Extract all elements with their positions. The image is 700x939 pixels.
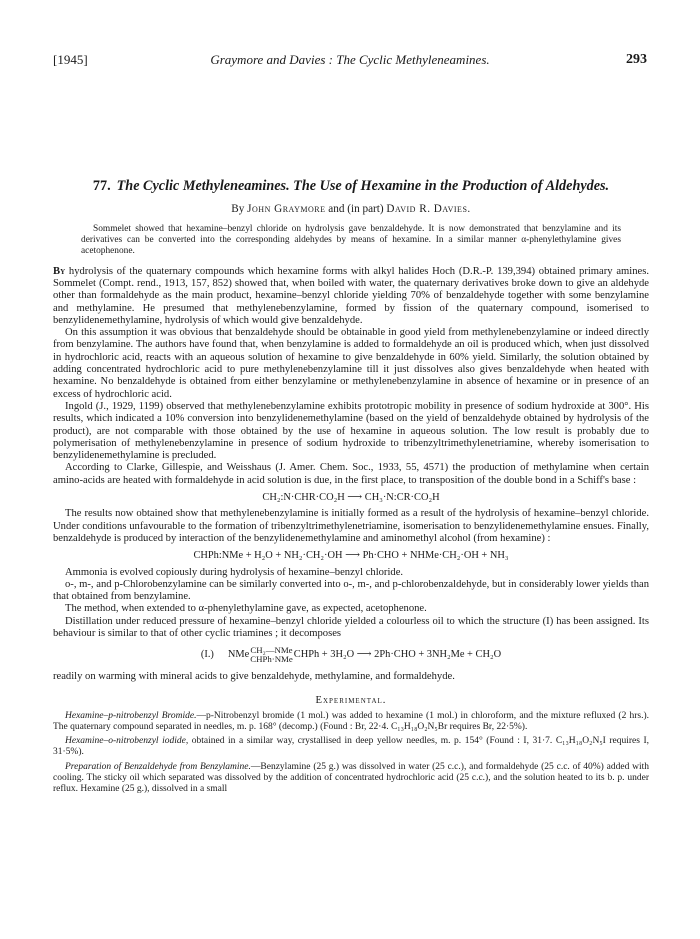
- equation-hydrolysis: CHPh:NMe + H₂O + NH₂·CH₂·OH ⟶ Ph·CHO + NHMe·CH₂·OH + NH₃: [193, 550, 509, 562]
- byline: [53, 203, 649, 215]
- experimental-item-head: Hexamine–p-nitrobenzyl Bromide.: [65, 710, 197, 721]
- equation-schiff-base: CH₂:N·CHR·CO₂H ⟶ CH₃·N:CR·CO₂H: [262, 492, 440, 504]
- paragraph: o-, m-, and p-Chlorobenzylamine can be similarly converted into o-, m-, and p-chlorobenzaldehyde, but in considerably lower yields than that obtained from benzylamine.: [53, 578, 649, 603]
- header-year: [1945]: [53, 52, 88, 67]
- experimental-item: [53, 711, 649, 733]
- experimental-item-head: Hexamine–o-nitrobenzyl iodide,: [65, 736, 189, 747]
- article-number: 77.: [92, 178, 111, 194]
- byline-middle: and (in part): [328, 203, 384, 215]
- article-title: [87, 178, 615, 195]
- header-running-title: Graymore and Davies : The Cyclic Methyleneamines.: [210, 52, 490, 67]
- dropcap: By: [53, 265, 66, 277]
- structure-top: CH₂—NMe: [250, 645, 293, 656]
- header-page-number: 293: [626, 52, 647, 67]
- byline-prefix: By: [231, 203, 245, 215]
- paragraph: [53, 266, 649, 327]
- paragraph: The method, when extended to α-phenylethylamine gave, as expected, acetophenone.: [65, 603, 427, 615]
- experimental-item: [53, 736, 649, 758]
- experimental-item-text: —Benzylamine (25 g.) was dissolved in water (25 c.c.), and formaldehyde (25 c.c. of 40%) added with cooling. The sticky oil which separated was dissolved by the addition of concentrated hydrochloric acid (25 c.c.), and the solution heated to its b. p. under reflux. Hexamine (25 g.), dissolved in a small: [53, 762, 649, 794]
- paragraph-text: hydrolysis of the quaternary compounds which hexamine forms with alkyl halides Hoch (D.R.-P. 139,394) obtained primary amines. Sommelet (Compt. rend., 1913, 157, 852) showed that, when boiled with water, the quaternary derivatives broke down to give an aldehyde other than formaldehyde as the main product, hexamine–benzyl chloride yielding 70% of benzaldehyde together with some benzylamine and methylamine. He presumed that methylenebenzylamine, formed by fission of the quaternary compound, isomerised to benzylidenemethylamine, hydrolysis of which would give benzaldehyde.: [53, 265, 649, 326]
- structure-right: CHPh + 3H₂O ⟶ 2Ph·CHO + 3NH₂Me + CH₂O: [293, 649, 502, 661]
- paragraph: Distillation under reduced pressure of hexamine–benzyl chloride yielded a colourless oil to which the structure (I) has been assigned. Its behaviour is similar to that of other cyclic triamines ; it decomposes: [53, 615, 649, 639]
- article-title-text: The Cyclic Methyleneamines. The Use of Hexamine in the Production of Aldehydes.: [116, 178, 610, 194]
- paragraph: readily on warming with mineral acids to give benzaldehyde, methylamine, and formaldehyde.: [53, 671, 455, 683]
- running-header: [53, 52, 647, 70]
- structure-bottom: CHPh·NMe: [250, 654, 293, 665]
- experimental-item-text: obtained in a similar way, crystallised in deep yellow needles, m. p. 154° (Found : I, 31·7. C₁₃H₁₈O₂N₅I requires I, 31·5%).: [53, 736, 649, 758]
- paragraph: On this assumption it was obvious that benzaldehyde should be obtainable in good yield from methylenebenzylamine or indeed directly from benzylamine. The authors have found that, when benzylamine is added to formaldehyde an oil is produced which, when just dissolved in hydrochloric acid, reacts with an aqueous solution of hexamine to give benzaldehyde in 60% yield. Similarly, the solution obtained by adding concentrated hydrochloric acid to pure methylenebenzylamine till it just dissolves also gives benzaldehyde when heated with hexamine. No benzaldehyde is obtained from either benzylamine or methylenebenzylamine in absence of hexamine or in presence of an excess of hydrochloric acid.: [53, 327, 649, 400]
- paragraph: According to Clarke, Gillespie, and Weisshaus (J. Amer. Chem. Soc., 1933, 55, 4571) the production of methylamine when certain amino-acids are heated with formaldehyde in acid solution is due, in the first place, to transposition of the double bond in a Schiff's base :: [53, 462, 649, 486]
- structure-formula: [53, 646, 649, 664]
- author-1: John Graymore: [247, 203, 326, 215]
- section-heading: Experimental.: [315, 694, 387, 706]
- author-2: David R. Davies.: [386, 203, 471, 215]
- abstract: Sommelet showed that hexamine–benzyl chloride on hydrolysis gave benzaldehyde. It is now demonstrated that benzylamine and its derivatives can be converted into the corresponding aldehydes by means of hexamine. In a similar manner α-phenylethylamine gives acetophenone.: [81, 224, 621, 256]
- experimental-item-text: —p-Nitrobenzyl bromide (1 mol.) was added to hexamine (1 mol.) in chloroform, and the mixture refluxed (2 hrs.). The quaternary compound separated in needles, m. p. 168° (decomp.) (Found : Br, 22·4. C₁₃H₁₈O₂N₅Br requires Br, 22·5%).: [53, 710, 649, 732]
- experimental-item: [53, 762, 649, 794]
- download-watermark: [0, 160, 8, 630]
- experimental-item-head: Preparation of Benzaldehyde from Benzylamine.: [65, 762, 251, 773]
- structure-left: NMe: [227, 649, 250, 661]
- structure-ring: [250, 646, 293, 664]
- paragraph: Ammonia is evolved copiously during hydrolysis of hexamine–benzyl chloride.: [65, 566, 404, 578]
- article-body: [53, 178, 649, 794]
- structure-label: (I.): [200, 649, 214, 661]
- paragraph: The results now obtained show that methylenebenzylamine is initially formed as a result of the hydrolysis of hexamine–benzyl chloride. Under conditions unfavourable to the formation of tribenzyltrimethylenetriamine, isomerisation to benzylidenemethylamine ensues. Finally, benzaldehyde is produced by interaction of the benzylidenemethylamine and aminomethyl alcohol (from hexamine) :: [53, 508, 649, 544]
- paragraph: Ingold (J., 1929, 1199) observed that methylenebenzylamine exhibits prototropic mobility in presence of sodium hydroxide at 300°. His results, which indicated a 10% conversion into benzylidenemethylamine (based on the yield of benzaldehyde obtained by hydrolysis of the product), are not comparable with those obtained by the use of hexamine in aqueous solution. The low result is probably due to polymerisation of methylenebenzylamine in presence of sodium hydroxide to tribenzyltrimethylenetriamine, whereby isomerisation to benzylidenemethylamine is precluded.: [53, 400, 649, 462]
